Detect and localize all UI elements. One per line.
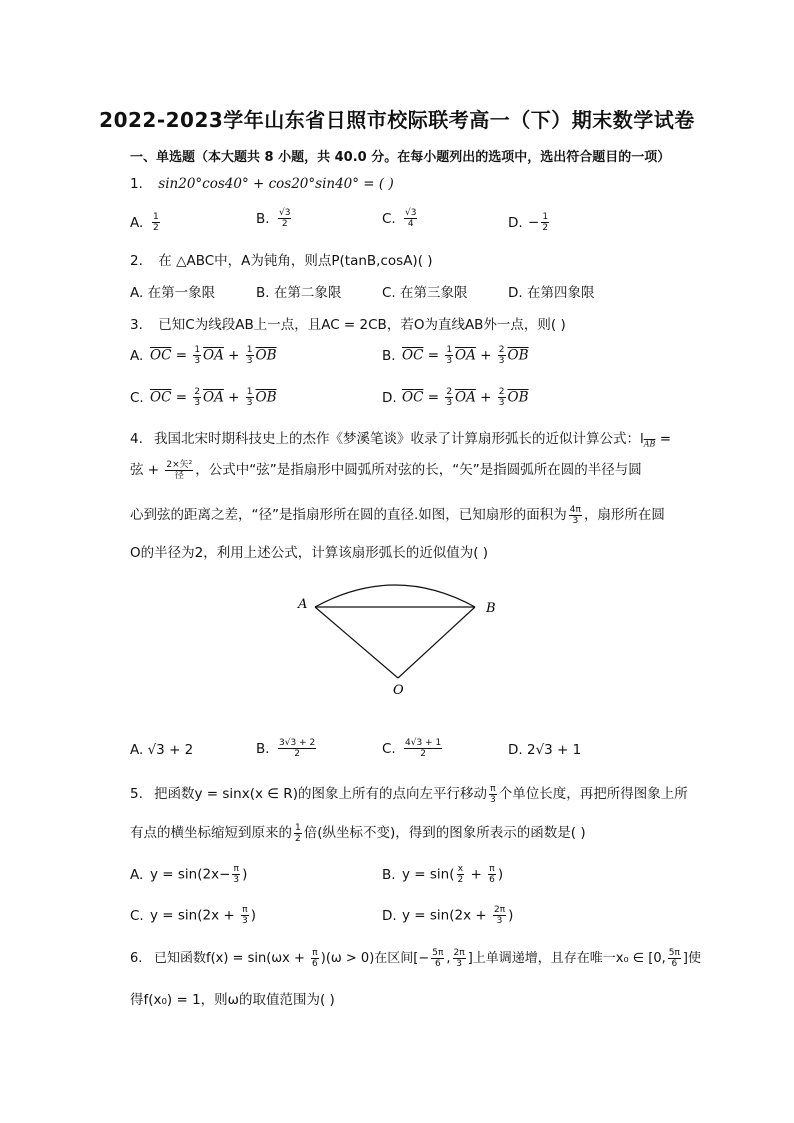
- arc-ab: [315, 585, 475, 607]
- option-a: A. √3 + 2: [130, 742, 194, 758]
- question-4-line-3: 心到弦的距离之差，“径”是指扇形所在圆的直径.如图，已知扇形的面积为 $\frac{4\pi}{3}$ ，扇形所在圆: [130, 504, 665, 526]
- question-1: [130, 176, 394, 192]
- option-a: A. 在第一象限: [130, 285, 216, 301]
- label-o: O: [393, 683, 404, 698]
- label-b: B: [486, 601, 496, 616]
- radius-oa: [315, 607, 398, 678]
- question-4-line-4: O的半径为2，利用上述公式，计算该扇形弧长的近似值为( ): [130, 545, 489, 561]
- option-b: B. $\frac{√3}{2}$: [256, 208, 291, 229]
- option-c: C. y = sin(2x + $\frac{\pi}{3}$ ): [130, 905, 256, 926]
- radius-ob: [398, 607, 475, 678]
- option-a: A. y = sin(2x− $\frac{\pi}{3}$ ): [130, 864, 248, 885]
- option-c: C. 在第三象限: [382, 285, 468, 301]
- question-stem: sin20°cos40° + cos20°sin40° = ( ): [158, 176, 394, 192]
- label-a: A: [298, 597, 308, 612]
- question-6: 6. 已知函数f(x) = sin(ωx + $\frac{\pi}{6}$ )(ω > 0)在区间[− $\frac{5\pi}{6}$ , $\frac{2\pi}{3}$ ]上单调递增，且存在唯一x₀ ∈ [0, $\frac{5\pi}{6}$ ]使: [130, 948, 701, 969]
- question-4: 4. 我国北宋时期科技史上的杰作《梦溪笔谈》收录了计算扇形弧长的近似计算公式：$l_{\overline{AB}}$ =: [130, 431, 672, 449]
- option-d: D. $\overline{OC}$ = $\frac{2}{3}$ $\overline{OA}$ + $\frac{2}{3}$ $\overline{OB}$: [382, 387, 529, 408]
- option-d: D. 2√3 + 1: [508, 742, 582, 758]
- sector-figure: [290, 570, 510, 700]
- option-a: A. $\frac{1}{2}$: [130, 212, 159, 233]
- option-d: D. y = sin(2x + $\frac{2\pi}{3}$ ): [382, 905, 514, 926]
- question-3: 3. 已知C为线段AB上一点，且AC = 2CB，若O为直线AB外一点，则( ): [130, 317, 566, 333]
- option-c: C. $\frac{√3}{4}$: [382, 208, 417, 229]
- option-c: C. $\frac{4√3 + 1}{2}$: [382, 738, 442, 759]
- question-4-line-2: 弦 + $\frac{\text{2×矢²}}{\text{径}}$ ，公式中“弦”是指扇形中圆弧所对弦的长，“矢”是指圆弧所在圆的半径与圆: [130, 459, 642, 481]
- question-stem: 在 △ABC中，A为钝角，则点P(tanB,cosA)( ): [158, 253, 433, 269]
- exam-title: 2022-2023学年山东省日照市校际联考高一（下）期末数学试卷: [99, 108, 695, 132]
- option-d: D. 在第四象限: [508, 285, 595, 301]
- section-heading: 一、单选题（本大题共 8 小题，共 40.0 分。在每小题列出的选项中，选出符合题目的一项）: [130, 150, 671, 165]
- option-d: D. − $\frac{1}{2}$: [508, 212, 549, 233]
- option-b: B. 在第二象限: [256, 285, 342, 301]
- question-5: 5. 把函数y = sinx(x ∈ R)的图象上所有的点向左平行移动 $\frac{\pi}{3}$ 个单位长度，再把所得图象上所: [130, 783, 688, 805]
- option-b: B. $\frac{3√3 + 2}{2}$: [256, 738, 316, 759]
- option-a: A. $\overline{OC}$ = $\frac{1}{3}$ $\overline{OA}$ + $\frac{1}{3}$ $\overline{OB}$: [130, 345, 277, 366]
- option-b: B. $\overline{OC}$ = $\frac{1}{3}$ $\overline{OA}$ + $\frac{2}{3}$ $\overline{OB}$: [382, 345, 529, 366]
- question-5-line-2: 有点的横坐标缩短到原来的 $\frac{1}{2}$ 倍(纵坐标不变)，得到的图象所表示的函数是( ): [130, 822, 586, 844]
- option-b: B. y = sin( $\frac{x}{2}$ + $\frac{\pi}{6}$ ): [382, 864, 504, 885]
- question-number: 1.: [130, 176, 143, 192]
- question-stem: 已知C为线段AB上一点，且AC = 2CB，若O为直线AB外一点，则( ): [158, 317, 566, 333]
- question-6-line-2: 得f(x₀) = 1，则ω的取值范围为( ): [130, 992, 335, 1008]
- option-c: C. $\overline{OC}$ = $\frac{2}{3}$ $\overline{OA}$ + $\frac{1}{3}$ $\overline{OB}$: [130, 387, 277, 408]
- question-2: 2. 在 △ABC中，A为钝角，则点P(tanB,cosA)( ): [130, 253, 433, 269]
